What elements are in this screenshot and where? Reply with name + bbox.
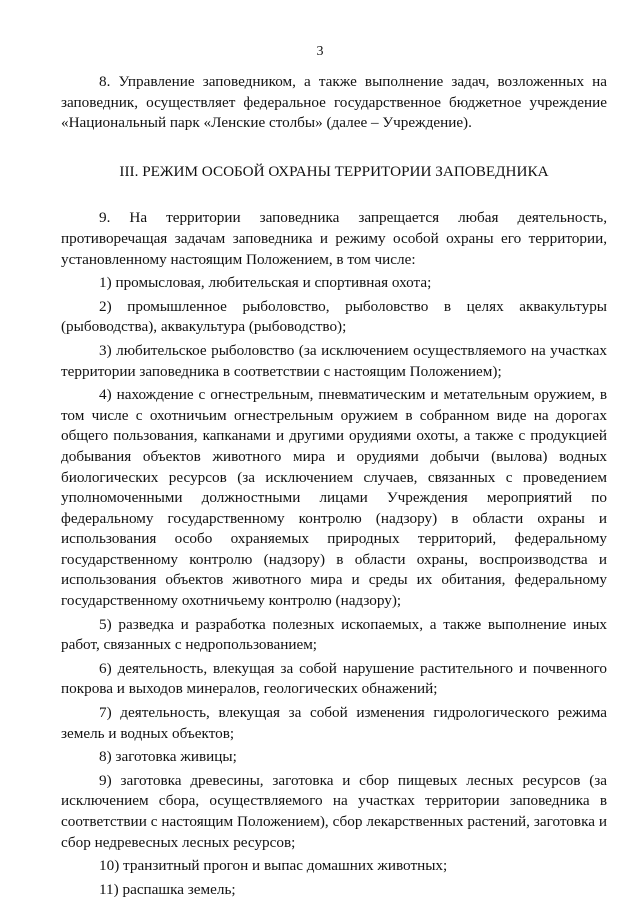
- list-item: 3) любительское рыболовство (за исключением осуществляемого на участках территории заповедника в соответствии с настоящим Положением);: [61, 341, 607, 380]
- document-body: [61, 72, 607, 903]
- paragraph-8: 8. Управление заповедником, а также выполнение задач, возложенных на заповедник, осуществляет федеральное государственное бюджетное учреждение «Национальный парк «Ленские столбы» (далее – Учреждение).: [61, 73, 607, 132]
- list-item: 4) нахождение с огнестрельным, пневматическим и метательным оружием, в том числе с охотничьим огнестрельным оружием в собранном виде на дорогах общего пользования, капканами и другими орудиями охоты, а также с продукцией добывания объектов животного мира и орудиями добычи (вылова) водных биологических ресурсов (за исключением случаев, связанных с проведением уполномоченными должностными лицами Учреждения мероприятий по федеральному государственному контролю (надзору) в области охраны и использования особо охраняемых природных территорий, федеральному государственному контролю (надзору) в области охраны, воспроизводства и использования объектов животного мира и среды их обитания, федеральному государственному охотничьему контролю (надзору);: [61, 386, 607, 610]
- list-item: 8) заготовка живицы;: [99, 748, 237, 766]
- paragraph-9: 9. На территории заповедника запрещается любая деятельность, противоречащая задачам заповедника и режиму особой охраны его территории, установленному настоящим Положением, в том числе:: [61, 209, 607, 268]
- list-item: 11) распашка земель;: [99, 880, 236, 898]
- page-number: 3: [316, 44, 324, 59]
- section-heading: III. РЕЖИМ ОСОБОЙ ОХРАНЫ ТЕРРИТОРИИ ЗАПОВЕДНИКА: [119, 162, 549, 180]
- list-item: 5) разведка и разработка полезных ископаемых, а также выполнение иных работ, связанных с недропользованием;: [61, 615, 607, 654]
- list-item: 6) деятельность, влекущая за собой нарушение растительного и почвенного покрова и выходов минералов, геологических обнажений;: [61, 659, 607, 698]
- list-item: 10) транзитный прогон и выпас домашних животных;: [99, 857, 448, 875]
- list-item: 7) деятельность, влекущая за собой изменения гидрологического режима земель и водных объектов;: [61, 704, 607, 742]
- list-item: 2) промышленное рыболовство, рыболовство в целях аквакультуры (рыбоводства), аквакультура (рыбоводство);: [61, 297, 607, 336]
- list-item: 9) заготовка древесины, заготовка и сбор пищевых лесных ресурсов (за исключением сбора, осуществляемого на участках территории заповедника в соответствии с настоящим Положением), сбор лекарственных растений, заготовка и сбор недревесных лесных ресурсов;: [61, 771, 607, 851]
- list-item: 1) промысловая, любительская и спортивная охота;: [99, 274, 432, 292]
